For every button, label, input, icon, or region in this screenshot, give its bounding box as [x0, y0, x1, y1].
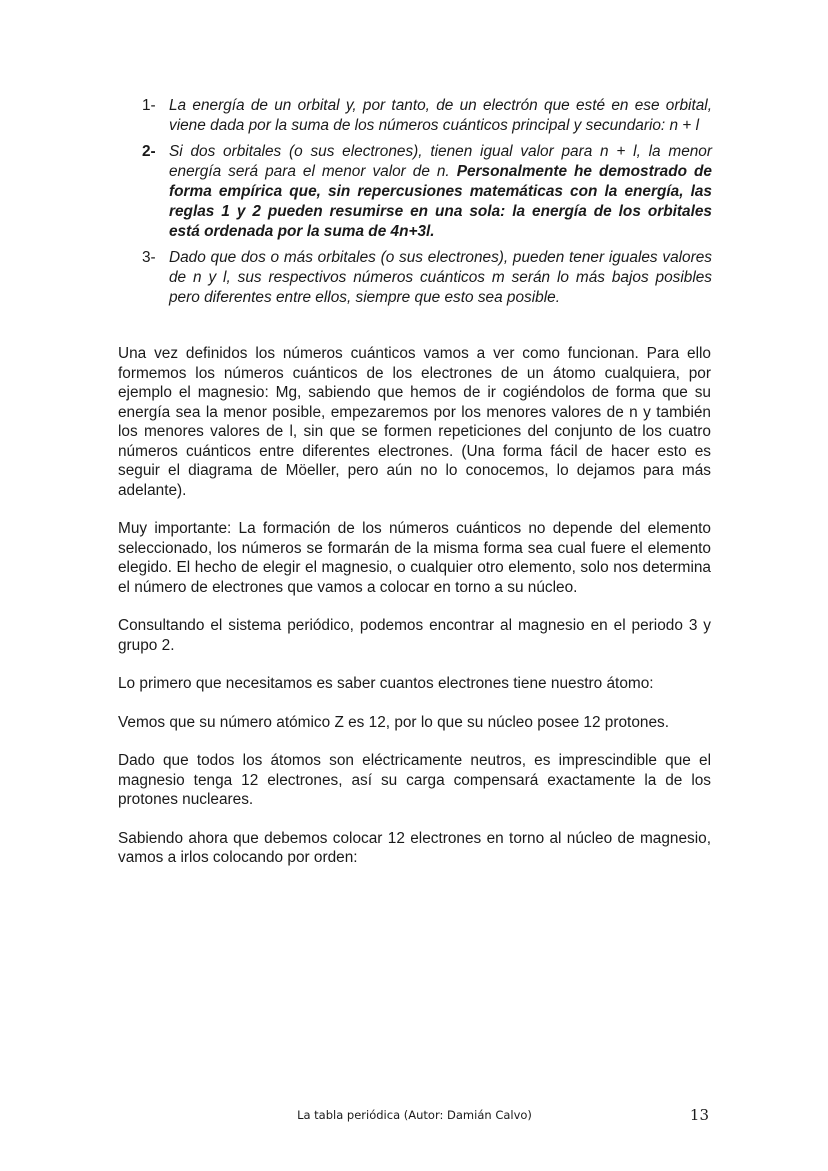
paragraph-neutral-atoms: Dado que todos los átomos son eléctricamente neutros, es imprescindible que el magnesio tenga 12 electrones, así su carga compensará exactamente la de los protones nucleares.: [118, 752, 711, 808]
rule-item-3: [142, 248, 712, 308]
rule-item-1: [142, 96, 712, 136]
body-text: [118, 344, 711, 887]
rule-number: 1-: [142, 97, 156, 114]
paragraph-magnesium-intro: Una vez definidos los números cuánticos vamos a ver como funcionan. Para ello formemos los números cuánticos de los electrones de un átomo cualquiera, por ejemplo el magnesio: Mg, sabiendo que hemos de ir cogiéndolos de forma que su energía sea la menor posible, empezaremos por los menores valores de n y también los menores valores de l, sin que se formen repeticiones del conjunto de los cuatro números cuánticos entre diferentes electrones. (Una forma fácil de hacer esto es seguir el diagrama de Möeller, pero aún no lo conocemos, lo dejamos para más adelante).: [118, 345, 711, 499]
rule-text: Dado que dos o más orbitales (o sus electrones), pueden tener iguales valores de n y l, sus respectivos números cuánticos m serán lo más bajos posibles pero diferentes entre ellos, siempre que esto sea posible.: [169, 249, 712, 306]
paragraph-placing-electrons: Sabiendo ahora que debemos colocar 12 electrones en torno al núcleo de magnesio, vamos a irlos colocando por orden:: [118, 829, 711, 866]
rule-bold-text: Personalmente he demostrado de forma empírica que, sin repercusiones matemáticas con la energía, las reglas 1 y 2 pueden resumirse en una sola: la energía de los orbitales está ordenada por la suma de 4n+3l.: [169, 163, 712, 240]
footer-title: La tabla periódica (Autor: Damián Calvo): [297, 1108, 532, 1122]
rule-item-2: [142, 142, 712, 242]
rule-text: La energía de un orbital y, por tanto, de un electrón que esté en ese orbital, viene dada por la suma de los números cuánticos principal y secundario: n + l: [169, 97, 712, 134]
rule-number: 2-: [142, 143, 156, 160]
paragraph-important: Muy importante: La formación de los números cuánticos no depende del elemento seleccionado, los números se formarán de la misma forma sea cual fuere el elemento elegido. El hecho de elegir el magnesio, o cualquier otro elemento, solo nos determina el número de electrones que vamos a colocar en torno a su núcleo.: [118, 520, 711, 596]
rule-number: 3-: [142, 249, 156, 266]
page-footer: [118, 1106, 711, 1126]
page-number: 13: [689, 1106, 709, 1124]
paragraph-periodic-table: Consultando el sistema periódico, podemos encontrar al magnesio en el periodo 3 y grupo 2.: [118, 617, 711, 654]
paragraph-electrons-question: Lo primero que necesitamos es saber cuantos electrones tiene nuestro átomo:: [118, 675, 654, 692]
rules-list: [142, 96, 712, 314]
rule-text: Si dos orbitales (o sus electrones), tienen igual valor para n + l, la menor energía será para el menor valor de n. Personalmente he demostrado de forma empírica que, sin repercusiones matemáticas con la energía, las reglas 1 y 2 pueden resumirse en una sola: la energía de los orbitales está ordenada por la suma de 4n+3l.: [169, 143, 712, 240]
paragraph-atomic-number: Vemos que su número atómico Z es 12, por lo que su núcleo posee 12 protones.: [118, 713, 669, 731]
